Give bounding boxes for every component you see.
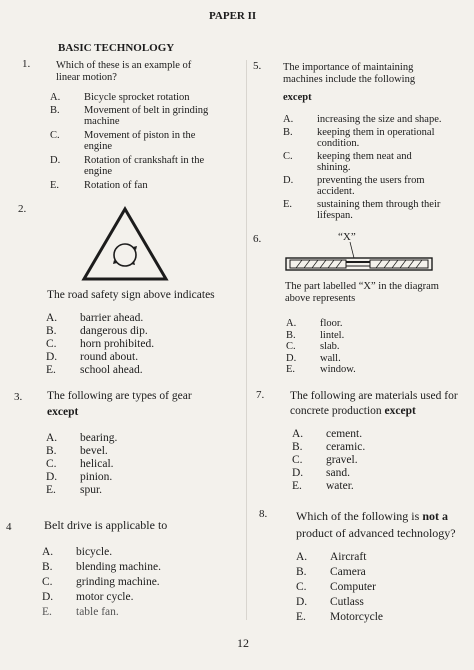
q6-option-c[interactable]: C. slab. — [286, 341, 340, 352]
q8-option-c[interactable]: C. Computer — [296, 581, 376, 593]
q4-option-e[interactable]: E. table fan. — [42, 606, 119, 618]
q6-diagram-label: “X” — [338, 231, 356, 243]
left-wall-section — [290, 260, 346, 268]
roundabout-sign-diagram — [80, 205, 170, 285]
section-title: BASIC TECHNOLOGY — [58, 42, 175, 54]
q5-option-c[interactable]: C. keeping them neat and shining. — [283, 150, 412, 173]
q6-options — [286, 318, 446, 376]
paper-title: PAPER II — [209, 10, 257, 22]
q8-number: 8. — [259, 508, 268, 520]
q7-number: 7. — [256, 389, 265, 401]
q4-number: 4 — [6, 521, 12, 533]
q2-options — [46, 312, 236, 377]
q1-option-d[interactable]: D. Rotation of crankshaft in the engine — [50, 154, 205, 177]
lintel-diagram — [284, 240, 434, 274]
q3-option-a[interactable]: A. bearing. — [46, 432, 118, 444]
q8-options — [296, 550, 446, 625]
q3-stem: The following are types of gear — [47, 390, 192, 402]
q8-option-a[interactable]: A. Aircraft — [296, 551, 367, 563]
q6-option-e[interactable]: E. window. — [286, 364, 356, 375]
q7-option-b[interactable]: B. ceramic. — [292, 441, 366, 453]
q5-option-b[interactable]: B. keeping them in operational condition. — [283, 126, 435, 149]
q7-options — [292, 428, 442, 493]
q5-number: 5. — [253, 60, 262, 72]
q8-option-b[interactable]: B. Camera — [296, 566, 366, 578]
q5-option-e[interactable]: E. sustaining them through their lifespan. — [283, 198, 441, 221]
label-leader-line — [350, 242, 354, 258]
q2-option-b[interactable]: B. dangerous dip. — [46, 325, 148, 337]
q5-stem-except: except — [283, 92, 312, 103]
q8-option-e[interactable]: E. Motorcycle — [296, 611, 384, 623]
q3-option-c[interactable]: C. helical. — [46, 458, 114, 470]
q7-option-a[interactable]: A. cement. — [292, 428, 363, 440]
q5-option-d[interactable]: D. preventing the users from accident. — [283, 174, 425, 197]
q6-stem: The part labelled “X” in the diagram above represents — [285, 281, 439, 304]
q3-number: 3. — [14, 391, 23, 403]
q2-option-a[interactable]: A. barrier ahead. — [46, 312, 144, 324]
q6-option-a[interactable]: A. floor. — [286, 318, 343, 329]
q3-option-b[interactable]: B. bevel. — [46, 445, 108, 457]
q2-number: 2. — [18, 203, 27, 215]
q6-number: 6. — [253, 233, 262, 245]
q3-options — [46, 432, 236, 497]
q8-stem: Which of the following is not a product of advanced technology? — [296, 509, 456, 540]
q3-stem-except: except — [47, 406, 79, 418]
q7-option-d[interactable]: D. sand. — [292, 467, 350, 479]
q5-options — [283, 114, 458, 222]
q2-option-d[interactable]: D. round about. — [46, 351, 139, 363]
q1-stem: Which of these is an example of linear motion? — [56, 60, 192, 83]
q3-option-d[interactable]: D. pinion. — [46, 471, 113, 483]
q5-option-a[interactable]: A. increasing the size and shape. — [283, 114, 442, 125]
q4-option-a[interactable]: A. bicycle. — [42, 546, 113, 558]
page-number: 12 — [237, 636, 249, 650]
q1-option-e[interactable]: E. Rotation of fan — [50, 179, 148, 191]
q2-option-c[interactable]: C. horn prohibited. — [46, 338, 155, 350]
q6-option-d[interactable]: D. wall. — [286, 352, 341, 364]
q3-option-e[interactable]: E. spur. — [46, 484, 103, 496]
q4-stem: Belt drive is applicable to — [44, 518, 168, 532]
q1-option-c[interactable]: C. Movement of piston in the engine — [50, 129, 196, 152]
q8-option-d[interactable]: D. Cutlass — [296, 596, 364, 608]
q2-stem: The road safety sign above indicates — [47, 289, 215, 301]
q7-stem: The following are materials used for concrete production except — [290, 390, 458, 417]
q2-option-e[interactable]: E. school ahead. — [46, 364, 143, 376]
q1-number: 1. — [22, 58, 31, 70]
q4-options — [42, 545, 242, 620]
q4-option-d[interactable]: D. motor cycle. — [42, 591, 134, 603]
q5-stem: The importance of maintaining machines include the following — [283, 62, 416, 85]
q1-options — [50, 92, 250, 191]
q1-option-b[interactable]: B. Movement of belt in grinding machine — [50, 104, 209, 127]
q1-option-a[interactable]: A. Bicycle sprocket rotation — [50, 92, 190, 103]
q6-option-b[interactable]: B. lintel. — [286, 329, 345, 341]
q4-option-c[interactable]: C. grinding machine. — [42, 576, 160, 588]
q7-option-e[interactable]: E. water. — [292, 480, 354, 492]
q7-option-c[interactable]: C. gravel. — [292, 454, 358, 466]
q4-option-b[interactable]: B. blending machine. — [42, 561, 161, 573]
